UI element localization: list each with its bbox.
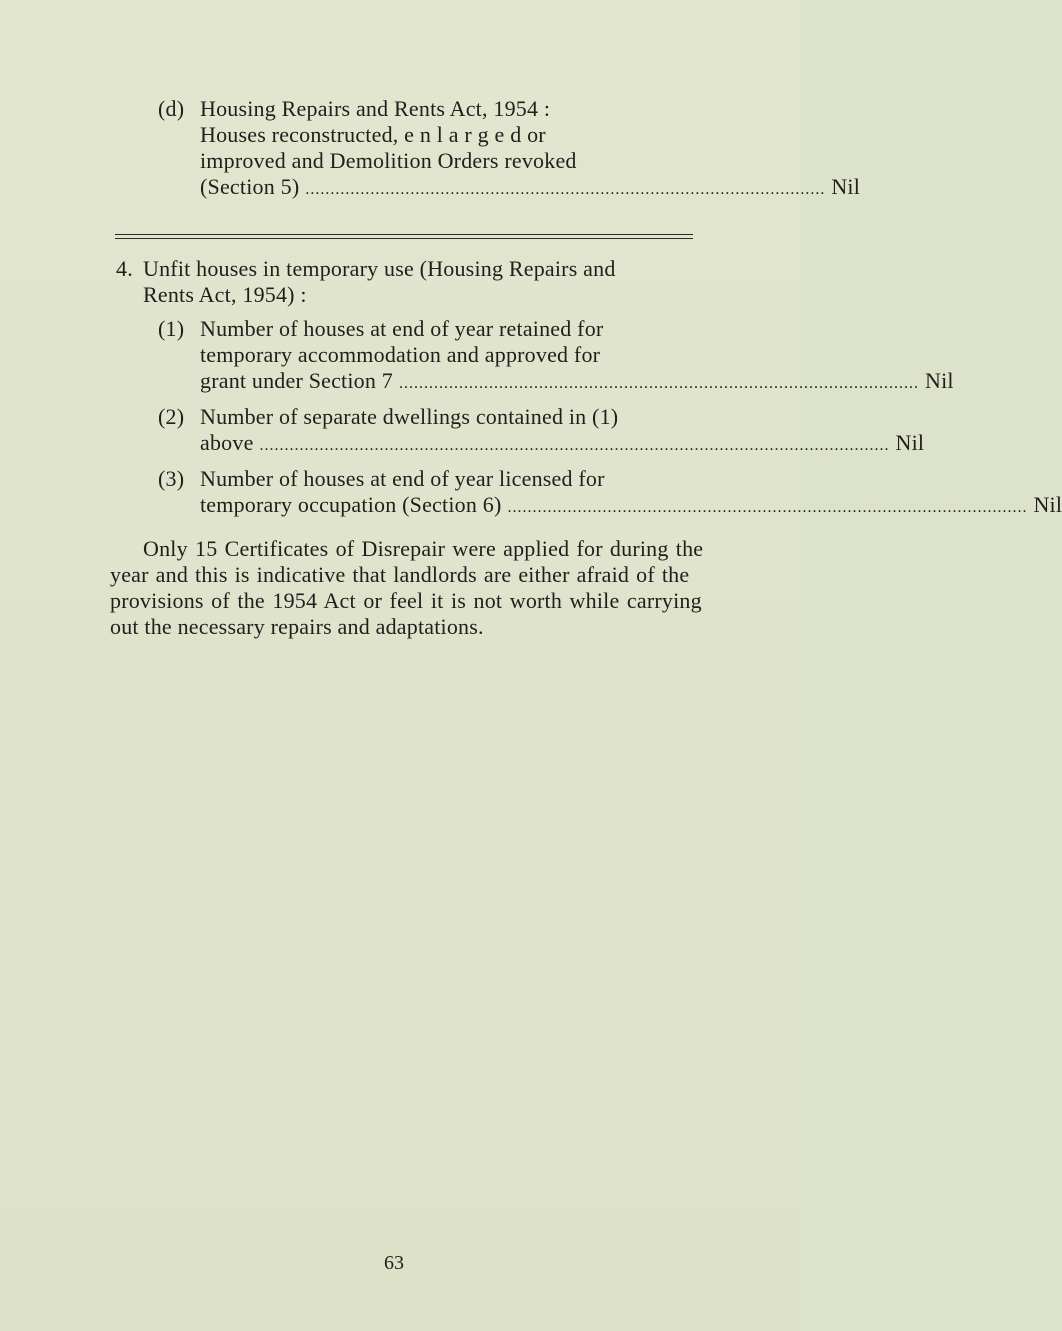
section-4-heading-2: Rents Act, 1954) : [143,282,307,307]
divider-rule-top [115,234,693,235]
item-1-line-2: temporary accommodation and approved for [200,342,601,367]
item-3-line-1: Number of houses at end of year licensed for [200,466,605,491]
item-2-line-1: Number of separate dwellings contained in (1) [200,404,619,429]
item-3-row-last [200,492,1062,521]
section-d-line-3: improved and Demolition Orders revoked [200,148,577,173]
item-3-value: Nil [1033,492,1062,517]
dot-leader: ........................................................................................................ [305,181,826,198]
section-d-line-4: (Section 5) [200,174,300,199]
section-d-line-1: Housing Repairs and Rents Act, 1954 : [200,96,551,121]
dot-leader: ........................................................................................................ [398,375,919,392]
section-d-label: (d) [158,96,185,121]
paragraph-line-2: year and this is indicative that landlords are either afraid of the [110,562,690,587]
dot-leader: ........................................................................................................ [507,499,1028,516]
paragraph-line-3: provisions of the 1954 Act or feel it is not worth while carrying [110,588,702,613]
item-3-line-2: temporary occupation (Section 6) [200,492,502,517]
item-2-line-2: above [200,430,254,455]
dot-leader: .............................................................................................................................. [259,437,890,454]
paragraph-line-1 [143,536,704,562]
section-d-line-2: Houses reconstructed, e n l a r g e d or [200,122,546,147]
item-1-line-3: grant under Section 7 [200,368,393,393]
paragraph-line-1-text: Only 15 Certificates of Disrepair were applied for during the [143,536,704,561]
item-2-label: (2) [158,404,185,429]
item-2-row-last [200,430,925,459]
section-4-heading-1: Unfit houses in temporary use (Housing Repairs and [143,256,616,281]
item-1-line-1: Number of houses at end of year retained for [200,316,604,341]
page-number: 63 [384,1252,404,1274]
item-1-row-last [200,368,954,397]
item-3-label: (3) [158,466,185,491]
section-4-number: 4. [116,256,133,281]
item-2-value: Nil [895,430,925,455]
section-d-value: Nil [831,174,861,199]
section-d-row-last [200,174,861,203]
paragraph-line-4: out the necessary repairs and adaptations. [110,614,484,639]
item-1-label: (1) [158,316,185,341]
divider-rule-bottom [115,238,693,239]
item-1-value: Nil [924,368,954,393]
